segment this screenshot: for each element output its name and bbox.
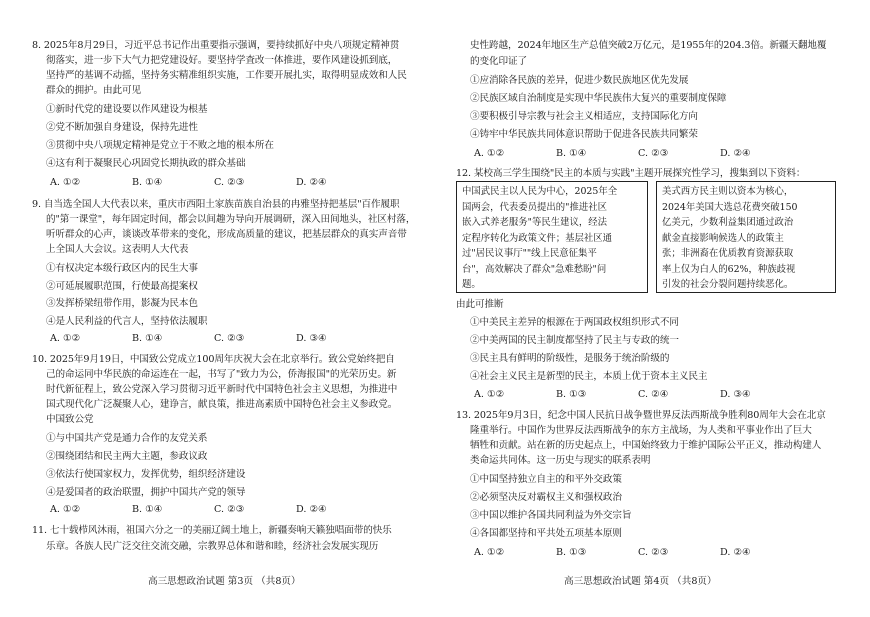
page-footer-right: 高三思想政治试题 第4页 （共8页） <box>564 576 717 587</box>
q8-stem-line-2: 彻落实，进一步下大气力把党建设好。要坚持学査改一体推进，要作风建设抓到底， <box>46 55 398 66</box>
q9-stem-line-3: 听听群众的心声，谈谈改革带来的变化，形成高质量的建议，把基层群众的真实声音带 <box>46 229 407 240</box>
q8-item-2: ②党不断加强自身建设，保持先进性 <box>46 122 198 133</box>
q13-option-c: C. ②③ <box>638 547 669 558</box>
q13-stem-line-1: 13. 2025年9月3日，纪念中国人民抗日战争暨世界反法西斯战争胜利80周年大会在北京 <box>456 410 826 421</box>
q12-box1-line-7: 题。 <box>462 279 481 290</box>
q12-box1-line-5: 过"居民议事厅""线上民意征集平 <box>462 248 597 259</box>
q11-item-3: ③要积极引导宗教与社会主义相适应，支持国际化方向 <box>470 111 698 122</box>
q9-stem-line-2: 的"第一课堂"，每年固定时间，都会以间趣为导向开展调研，深入田间地头，社区村落， <box>46 214 416 225</box>
q9-item-2: ②可延展履职范围，行使最高提案权 <box>46 281 198 292</box>
q8-item-4: ④这有利于凝聚民心巩固党长期执政的群众基础 <box>46 158 246 169</box>
q13-item-2: ②必须坚决反对霸权主义和强权政治 <box>470 492 622 503</box>
q11-cont-line-2: 的变化印证了 <box>470 56 527 67</box>
q12-box1-line-1: 中国武民主以人民为中心，2025年全 <box>462 186 618 197</box>
q8-option-b: B. ①④ <box>132 177 163 188</box>
q8-option-a: A. ①② <box>50 177 81 188</box>
q10-stem-line-4: 国式现代化广泛凝聚人心，建诤言，献良策，推进高素质中国特色社会主义参政党。 <box>46 399 398 410</box>
q8-item-3: ③贯彻中央八项规定精神是党立于不败之地的根本所在 <box>46 140 274 151</box>
q8-stem-line-3: 坚持严的基调不动摇，坚持务实精准组织实施，工作要开展扎实，取得明显成效和人民 <box>46 70 407 81</box>
q10-item-3: ③依法行使国家权力，发挥优势，组织经济建设 <box>46 469 246 480</box>
q9-stem-line-1: 9. 自当选全国人大代表以来，重庆市西阳土家族苗族自治县的冉雅坚持把基层"百作履职 <box>32 199 400 210</box>
q12-material-china <box>456 181 648 293</box>
q12-option-b: B. ①③ <box>556 389 587 400</box>
q12-box1-line-3: 嵌入式养老服务"等民生建议，经法 <box>462 217 607 228</box>
q13-option-d: D. ②④ <box>720 547 751 558</box>
q9-option-c: C. ②③ <box>214 333 245 344</box>
q9-item-3: ③发挥桥梁纽带作用，影凝为民本色 <box>46 298 198 309</box>
q9-item-1: ①有权决定本级行政区内的民生大事 <box>46 263 198 274</box>
q11-item-4: ④铸牢中华民族共同体意识帮助于促进各民族共同繁荣 <box>470 129 698 140</box>
q12-options <box>474 389 802 401</box>
q9-option-b: B. ①④ <box>132 333 163 344</box>
q10-option-b: B. ①④ <box>132 504 163 515</box>
q10-item-4: ④是爱国者的政治联盟，拥护中国共产党的领导 <box>46 487 246 498</box>
q8-options <box>50 177 378 189</box>
q8-option-c: C. ②③ <box>214 177 245 188</box>
q9-option-a: A. ①② <box>50 333 81 344</box>
q9-option-d: D. ③④ <box>296 333 327 344</box>
q12-box2-line-2: 2024年美国大选总花费突破150 <box>662 201 798 213</box>
q12-option-d: D. ③④ <box>720 389 751 400</box>
q12-lead: 由此可推断 <box>456 299 504 310</box>
q11-option-d: D. ②④ <box>720 148 751 159</box>
q10-stem-line-3: 时代新征程上，致公党深入学习贯彻习近平新时代中国特色社会主义思想，为推进中 <box>46 384 398 395</box>
q13-item-4: ④各国都坚持和平共处五项基本原则 <box>470 528 622 539</box>
q11-item-1: ①应消除各民族的差异，促进少数民族地区优先发展 <box>470 75 689 86</box>
q10-item-1: ①与中国共产党是通力合作的友党关系 <box>46 433 208 444</box>
q8-stem-line-1: 8. 2025年8月29日，习近平总书记作出重要指示强调，要持续抓好中央八项规定精神贯 <box>32 40 400 51</box>
q8-item-1: ①新时代党的建设要以作风建设为根基 <box>46 104 208 115</box>
q12-box2-line-1: 美式西方民主则以资本为核心， <box>662 186 794 197</box>
q12-stem: 12. 某校高三学生围绕"民主的本质与实践"主题开展探究性学习，搜集到以下资料： <box>456 168 806 179</box>
q11-options <box>474 148 802 160</box>
q13-stem-line-2: 隆重举行。中国作为世界反法西斯战争的东方主战场，为人类和平事业作出了巨大 <box>470 425 812 436</box>
q10-item-2: ②围绕团结和民主两大主题，参政议政 <box>46 451 208 462</box>
q11-option-a: A. ①② <box>474 148 505 159</box>
q13-stem-line-4: 类命运共同体。这一历史与现实的联系表明 <box>470 455 651 466</box>
q9-stem-line-4: 上全国人大会议。这表明人大代表 <box>46 244 189 255</box>
q13-item-1: ①中国坚持独立自主的和平外交政策 <box>470 474 622 485</box>
q11-item-2: ②民族区域自治制度是实现中华民族伟大复兴的重要制度保障 <box>470 93 727 104</box>
page-footer-left: 高三思想政治试题 第3页 （共8页） <box>148 576 301 587</box>
q10-stem-line-2: 己的命运同中华民族的命运连在一起，书写了"致力为公，侨海报国"的光荣历史。新 <box>46 369 397 380</box>
q12-box1-line-4: 定程序转化为政策文件；基层社区通 <box>462 232 613 244</box>
q12-option-a: A. ①② <box>474 389 505 400</box>
q11-option-c: C. ②③ <box>638 148 669 159</box>
q12-box1-line-2: 国两会，代表委员提出的"推进社区 <box>462 201 607 213</box>
q8-option-d: D. ②④ <box>296 177 327 188</box>
q12-box2-line-5: 张；非洲裔在优质教育资源获取 <box>662 248 794 259</box>
q13-options <box>474 547 802 559</box>
q9-options <box>50 333 378 345</box>
q12-item-3: ③民主具有鲜明的阶级性，是服务于统治阶级的 <box>470 353 670 364</box>
q10-stem-line-5: 中国致公党 <box>46 414 94 425</box>
q12-item-1: ①中美民主差异的根源在于两国政权组织形式不同 <box>470 317 679 328</box>
q13-option-b: B. ①③ <box>556 547 587 558</box>
q11-cont-line-1: 史性跨越，2024年地区生产总值突破2万亿元，是1955年的204.3倍。新疆天翻地覆 <box>470 40 827 51</box>
q12-item-4: ④社会主义民主是新型的民主，本质上优于资本主义民主 <box>470 371 708 382</box>
q10-option-d: D. ②④ <box>296 504 327 515</box>
q12-option-c: C. ②④ <box>638 389 669 400</box>
q12-box2-line-3: 亿美元，少数利益集团通过政治 <box>662 217 794 228</box>
q11-option-b: B. ①④ <box>556 148 587 159</box>
q11-stem-line-1: 11. 七十载栉风沐雨，祖国六分之一的美丽辽阔土地上，新疆奏响天籁独唱面带的快乐 <box>32 525 392 536</box>
q12-box1-line-6: 台"，高效解决了群众"急难愁盼"问 <box>462 263 607 275</box>
q13-option-a: A. ①② <box>474 547 505 558</box>
q13-stem-line-3: 牺牲和贡献。站在新的历史起点上，中国始终致力于维护国际公平正义，推动构建人 <box>470 440 822 451</box>
q10-options <box>50 504 378 516</box>
q10-option-a: A. ①② <box>50 504 81 515</box>
q12-box2-line-7: 引发的社会分裂问题持续恶化。 <box>662 279 794 290</box>
q12-item-2: ②中美两国的民主制度都坚持了民主与专政的统一 <box>470 335 679 346</box>
q10-option-c: C. ②③ <box>214 504 245 515</box>
q8-stem-line-4: 群众的拥护。由此可见 <box>46 85 141 96</box>
q9-item-4: ④是人民利益的代言人，坚持依法履职 <box>46 316 208 327</box>
q13-item-3: ③中国以维护各国共同利益为外交宗旨 <box>470 510 632 521</box>
q12-box2-line-4: 献金直接影响候选人的政策主 <box>662 232 784 244</box>
q11-stem-line-2: 乐章。各族人民广泛交往交流交融，宗教界总体和谐和睦，经济社会发展实现历 <box>46 541 379 552</box>
q12-box2-line-6: 率上仅为白人的62%，种族歧视 <box>662 263 796 275</box>
q12-material-us <box>656 181 836 293</box>
q10-stem-line-1: 10. 2025年9月19日，中国致公党成立100周年庆祝大会在北京举行。致公党始终把自 <box>32 354 395 365</box>
